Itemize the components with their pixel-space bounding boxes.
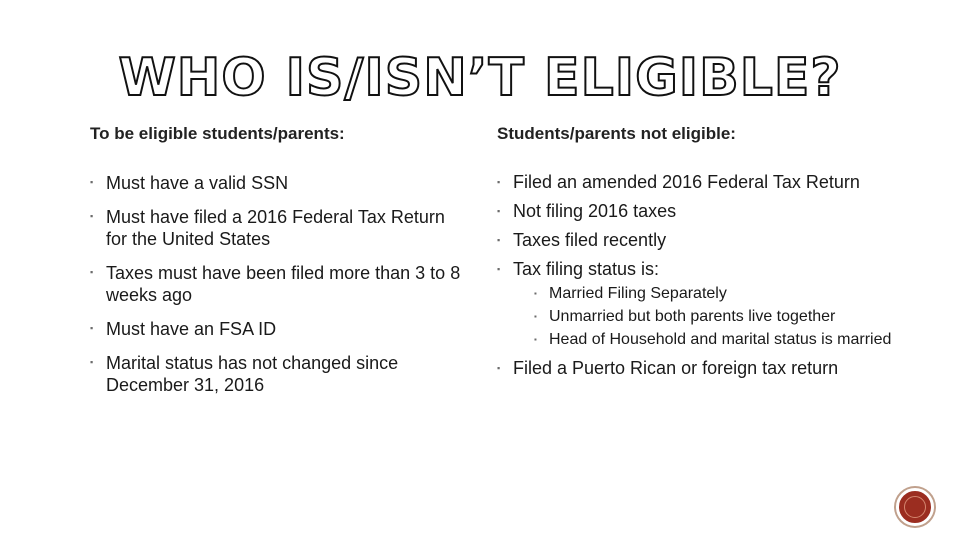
list-item [497,201,907,221]
sub-list-item-text: Married Filing Separately [549,285,727,302]
sub-list-item [534,331,907,349]
sub-list-item-text: Unmarried but both parents live together [549,308,836,325]
sub-list-item [534,308,907,326]
list-item [90,206,470,250]
bullet-icon: ▪ [534,289,537,298]
circular-seal-logo-icon [896,488,934,526]
list-item-text: Filed an amended 2016 Federal Tax Return [513,172,860,192]
list-item-text: Filed a Puerto Rican or foreign tax return [513,358,839,378]
slide-title: WHO IS/ISN’T ELIGIBLE? [118,48,842,108]
bullet-icon: ▪ [534,312,537,321]
list-item-text: Taxes must have been filed more than 3 to 8 weeks ago [106,263,461,305]
eligible-heading: To be eligible students/parents: [90,124,345,143]
not-eligible-list [497,172,907,378]
list-item [497,259,907,349]
list-item-text: Taxes filed recently [513,230,667,250]
filing-status-sublist [513,285,907,349]
logo-ring [904,496,926,518]
list-item-text: Must have an FSA ID [106,319,277,339]
list-item-text: Must have a valid SSN [106,173,289,193]
eligible-column [90,124,470,408]
bullet-icon: ▪ [497,363,501,373]
bullet-icon: ▪ [90,267,94,277]
sub-list-item [534,285,907,303]
not-eligible-heading: Students/parents not eligible: [497,124,736,143]
list-item-text: Not filing 2016 taxes [513,201,677,221]
bullet-icon: ▪ [497,235,501,245]
list-item [90,172,470,194]
bullet-icon: ▪ [534,335,537,344]
bullet-icon: ▪ [90,211,94,221]
list-item [90,318,470,340]
bullet-icon: ▪ [90,357,94,367]
list-item-text: Tax filing status is: [513,259,660,279]
list-item-text: Must have filed a 2016 Federal Tax Return for the United States [106,207,445,249]
sub-list-item-text: Head of Household and marital status is married [549,331,892,348]
list-item-text: Marital status has not changed since December 31, 2016 [106,353,399,395]
list-item [90,352,470,396]
bullet-icon: ▪ [90,323,94,333]
not-eligible-column [497,124,907,387]
list-item [497,358,907,378]
bullet-icon: ▪ [497,177,501,187]
list-item [497,230,907,250]
bullet-icon: ▪ [497,264,501,274]
bullet-icon: ▪ [90,177,94,187]
list-item [90,262,470,306]
list-item [497,172,907,192]
bullet-icon: ▪ [497,206,501,216]
eligible-list [90,172,470,396]
